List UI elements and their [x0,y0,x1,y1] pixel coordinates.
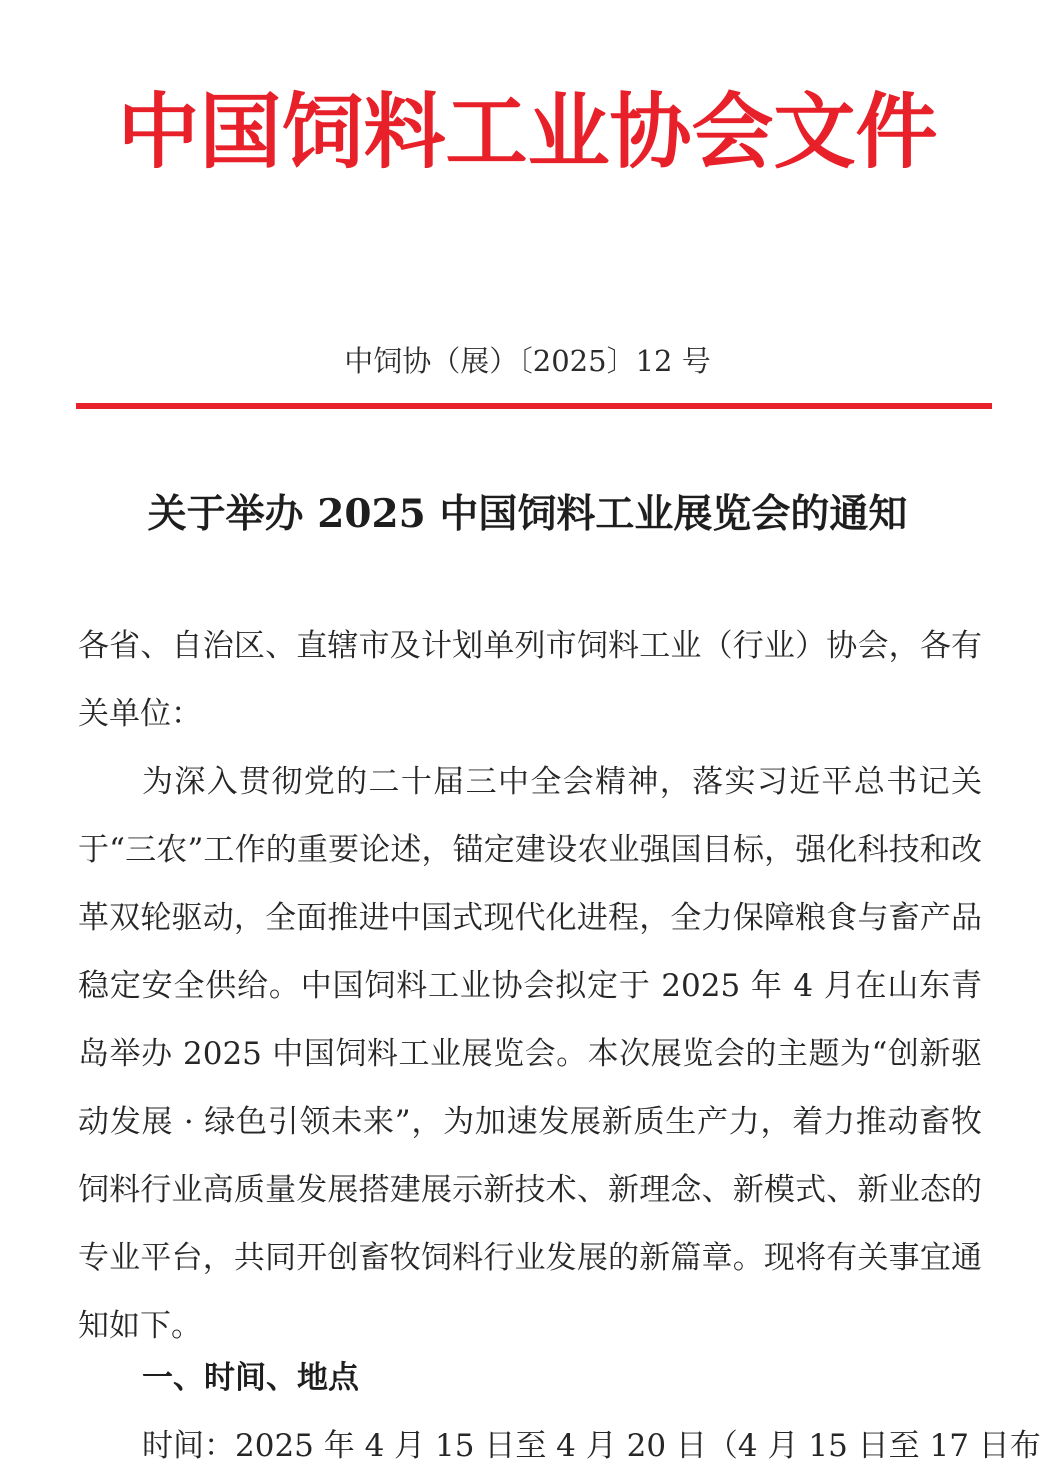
red-divider-rule [76,403,992,409]
notice-title: 关于举办 2025 中国饲料工业展览会的通知 [147,491,908,537]
document-number: 中饲协（展）〔2025〕12 号 [344,344,711,378]
salutation: 各省、自治区、直辖市及计划单列市饲料工业（行业）协会，各有关单位： [78,628,982,732]
time-line: 时间：2025 年 4 月 15 日至 4 月 20 日（4 月 15 日至 17 日布 [142,1428,1041,1464]
masthead-title: 中国饲料工业协会文件 [117,84,938,180]
section-heading-time-location: 一、时间、地点 [142,1360,359,1396]
body-paragraph: 为深入贯彻党的二十届三中全会精神，落实习近平总书记关于“三农”工作的重要论述，锚定建设农业强国目标，强化科技和改革双轮驱动，全面推进中国式现代化进程，全力保障粮食与畜产品稳定安全供给。中国饲料工业协会拟定于 2025 年 4 月在山东青岛举办 2025 中国饲料工业展览会。本次展览会的主题为“创新驱动发展 · 绿色引领未来”，为加速发展新质生产力，着力推动畜牧饲料行业高质量发展搭建展示新技术、新理念、新模式、新业态的专业平台，共同开创畜牧饲料行业发展的新篇章。现将有关事宜通知如下。 [78,764,982,1344]
